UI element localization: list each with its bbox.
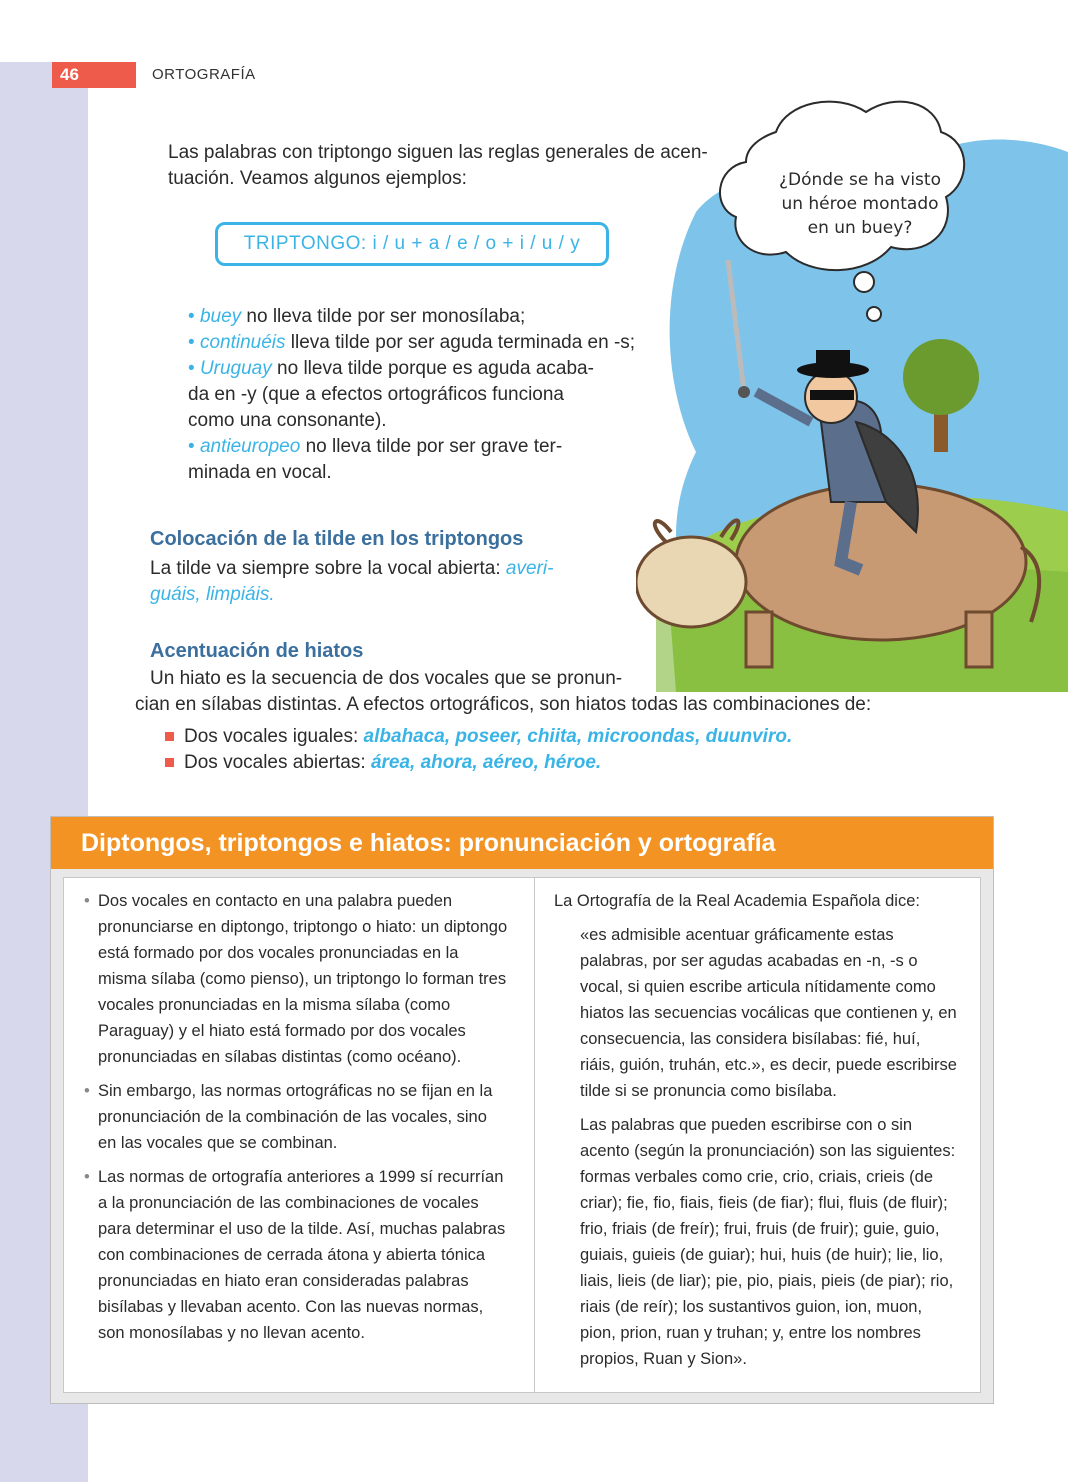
- list-item: [165, 750, 965, 776]
- info-panel: [50, 816, 994, 1404]
- list-item: [188, 330, 658, 356]
- list-item: • Las normas de ortografía anteriores a 1999 sí recurrían a la pronunciación de las combinaciones de vocales para determinar el uso de la tilde. Así, muchas palabras con combinaciones de cerrada átona y abierta tónica pronunciadas en hiato eran consideradas palabras bisílabas y llevaban acento. Con las nuevas normas, son monosílabas y no llevan acento.: [84, 1164, 509, 1346]
- colocacion-example-2: guáis, limpiáis.: [150, 584, 275, 605]
- example-text: no lleva tilde por ser grave ter-: [300, 436, 563, 457]
- list-item-cont: como una consonante).: [188, 410, 387, 431]
- colocacion-example-1: averi-: [505, 558, 554, 579]
- example-word: Uruguay: [199, 358, 272, 379]
- bullet-dot-icon: •: [188, 358, 200, 379]
- rae-quote: «es admisible acentuar gráficamente estas palabras, por ser agudas acabadas en -n, -s o vocal, si quien escribe articula nítidamente como hiatos las secuencias vocálicas que contienen y, en consecuencia, las considera bisílabas: fié, huí, riáis, guión, truhán, etc.», es decir, puede escribirse tilde si se pronuncia como bisílaba.: [580, 926, 957, 1100]
- list-item: [188, 304, 658, 330]
- example-text: no lleva tilde por ser monosílaba;: [241, 306, 526, 327]
- hiato-label: Dos vocales abiertas:: [184, 752, 366, 773]
- hiatos-line-1: Un hiato es la secuencia de dos vocales que se pronun-: [150, 668, 623, 689]
- bullet-square-icon: [165, 732, 174, 741]
- list-item: • Dos vocales en contacto en una palabra pueden pronunciarse en diptongo, triptongo o hiato: un diptongo está formado por dos vocales pronunciadas en la misma sílaba (como pienso), un triptongo lo forman tres vocales pronunciadas en la misma sílaba (como Paraguay) y el hiato está formado por dos vocales pronunciadas en sílabas distintas (como océano).: [84, 888, 509, 1070]
- list-item: [188, 434, 658, 460]
- list-item-cont: da en -y (que a efectos ortográficos funciona: [188, 384, 565, 405]
- example-word: continuéis: [199, 332, 286, 353]
- hiato-examples: albahaca, poseer, chiita, microondas, duunviro.: [363, 726, 793, 747]
- left-column: [84, 888, 509, 1354]
- example-text: no lleva tilde porque es aguda acaba-: [271, 358, 594, 379]
- example-word: antieuropeo: [199, 436, 301, 457]
- section-name: ORTOGRAFÍA: [152, 66, 256, 83]
- examples-list: [188, 304, 658, 486]
- example-text: lleva tilde por ser aguda terminada en -s;: [285, 332, 636, 353]
- example-word: buey: [199, 306, 242, 327]
- column-divider: [534, 878, 535, 1392]
- triptongo-box: TRIPTONGO: i / u + a / e / o + i / u / y: [215, 222, 609, 266]
- bubble-line-3: en un buey?: [807, 218, 913, 238]
- panel-title: Diptongos, triptongos e hiatos: pronunciación y ortografía: [51, 817, 993, 869]
- intro-line-2: tuación. Veamos algunos ejemplos:: [168, 168, 467, 189]
- bubble-line-1: ¿Dónde se ha visto: [779, 170, 941, 190]
- panel-body: [63, 877, 981, 1393]
- colocacion-body: La tilde va siempre sobre la vocal abierta:: [150, 558, 501, 579]
- intro-line-1: Las palabras con triptongo siguen las reglas generales de acen-: [168, 142, 708, 163]
- list-item: • Sin embargo, las normas ortográficas no se fijan en la pronunciación de la combinación de las vocales, sino en las vocales que se combinan.: [84, 1078, 509, 1156]
- list-item: [188, 356, 658, 382]
- colocacion-text: [150, 556, 625, 608]
- bullet-dot-icon: •: [188, 306, 200, 327]
- rae-intro: La Ortografía de la Real Academia Española dice:: [554, 892, 920, 910]
- bullet-dot-icon: •: [188, 436, 200, 457]
- intro-paragraph: [168, 140, 728, 192]
- word-list-paragraph: Las palabras que pueden escribirse con o sin acento (según la pronunciación) son las siguientes: formas verbales como crie, crio, criais, crieis (de criar); fie, fio, fiais, fieis (de fiar); flui, fluis (de fluir); frio, friais (de freír); frui, fruis (de fruir); guie, guio, guiais, guieis (de guiar); hui, huis (de huir); lie, lio, liais, lieis (de liar); pie, pio, piais, pieis (de piar); rio, riais (de reír); los sustantivos guion, ion, muon, pion, prion, ruan y truhan; y, entre los nombres propios, Ruan y Sion».: [580, 1116, 956, 1368]
- speech-bubble-text: [760, 168, 960, 240]
- list-item: [165, 724, 965, 750]
- hiatos-text: [135, 666, 950, 718]
- heading-colocacion: Colocación de la tilde en los triptongos: [150, 528, 524, 550]
- colocacion-line-1: [150, 556, 625, 582]
- hiato-label: Dos vocales iguales:: [184, 726, 359, 747]
- bubble-line-2: un héroe montado: [781, 194, 939, 214]
- bullet-square-icon: [165, 758, 174, 767]
- list-item-cont: minada en vocal.: [188, 462, 332, 483]
- hiatos-line-2: cian en sílabas distintas. A efectos ortográficos, son hiatos todas las combinaciones de:: [135, 694, 872, 715]
- hiato-examples: área, ahora, aéreo, héroe.: [370, 752, 602, 773]
- heading-hiatos: Acentuación de hiatos: [150, 640, 364, 662]
- bullet-dot-icon: •: [188, 332, 200, 353]
- page-number: 46: [52, 62, 136, 88]
- hiatos-list: [165, 724, 965, 776]
- right-column: [554, 888, 959, 1380]
